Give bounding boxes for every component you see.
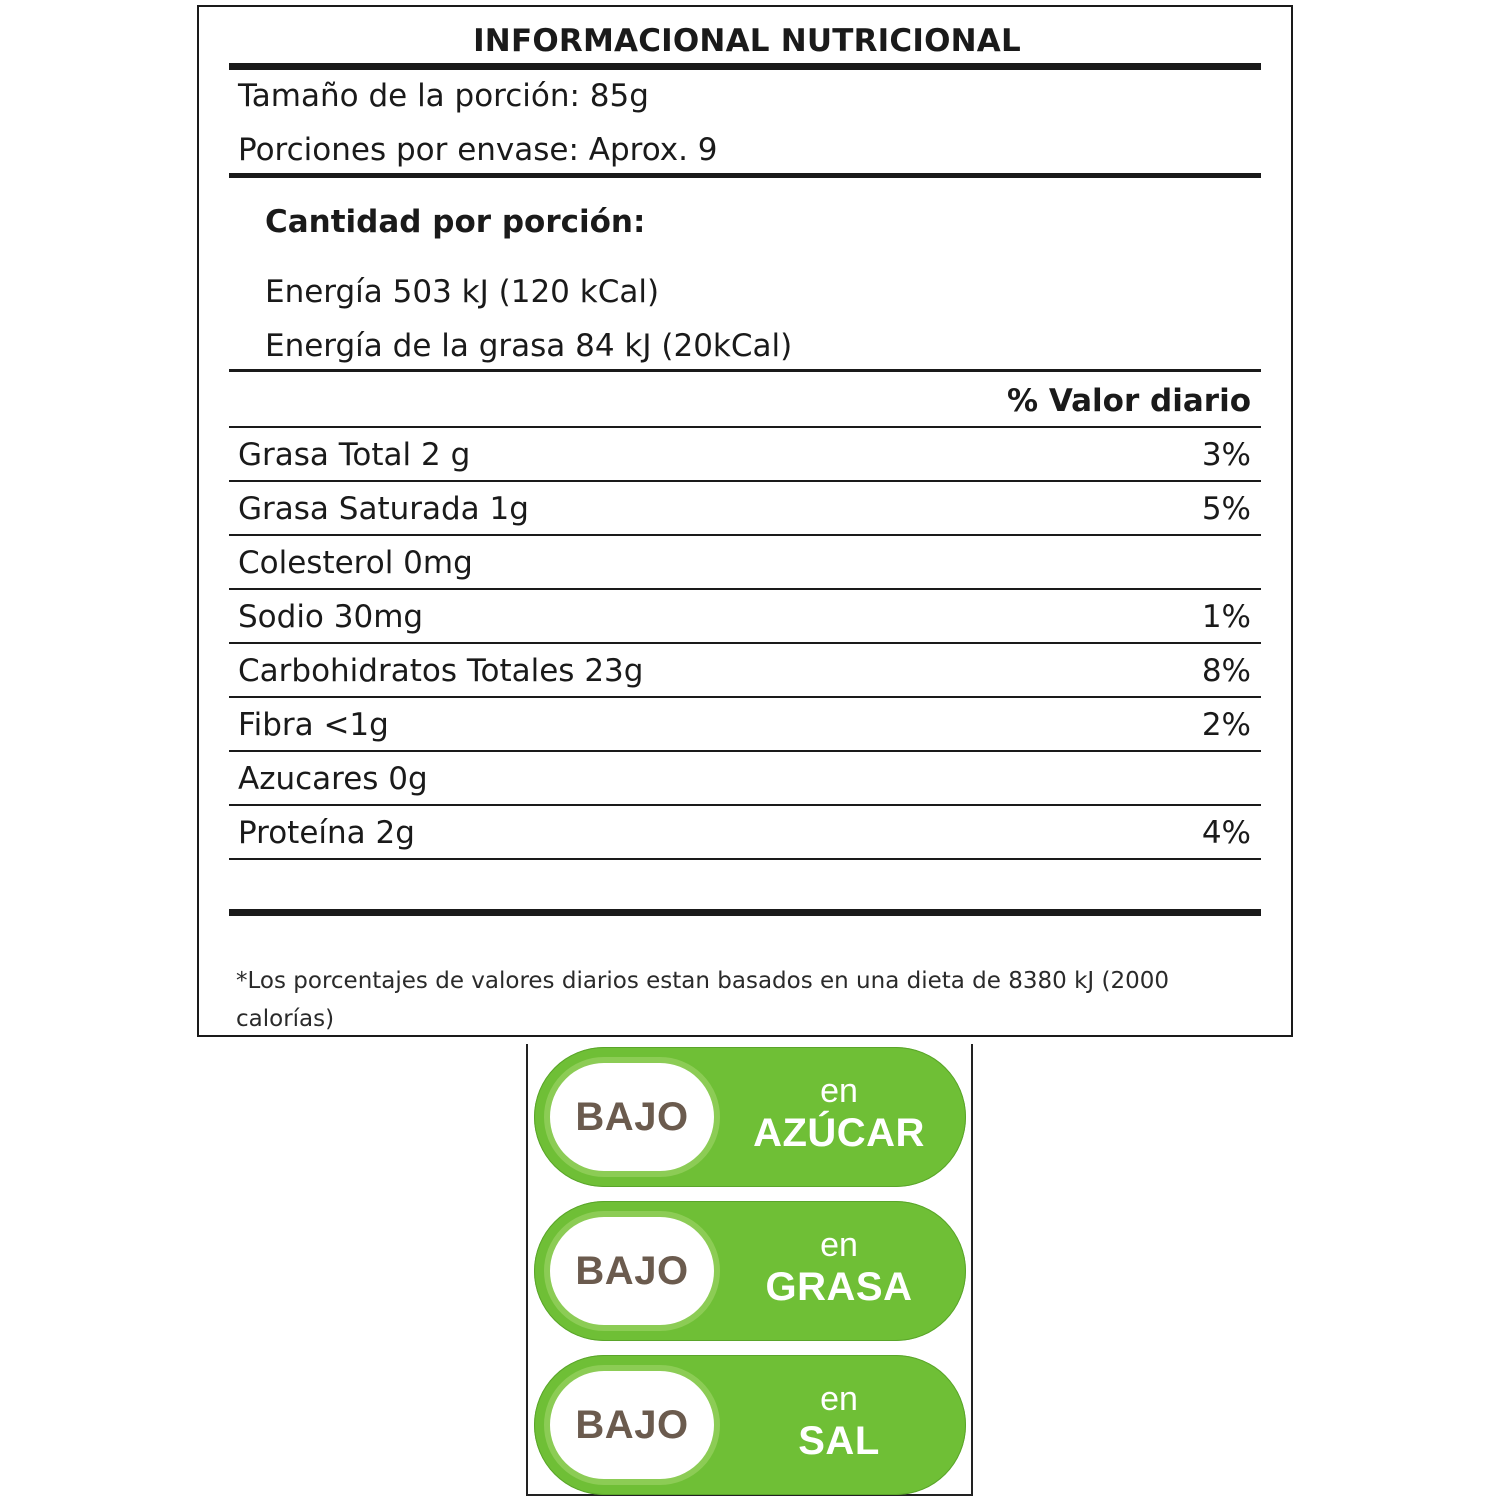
- nutrient-name: Fibra <1g: [238, 707, 389, 743]
- nutrient-daily-value: 8%: [1201, 653, 1251, 689]
- daily-value-header-row: [229, 374, 1261, 428]
- seal-pill: [544, 1211, 720, 1331]
- seal-low-salt: [534, 1355, 966, 1495]
- divider-medium: [229, 173, 1261, 178]
- row-divider: [229, 858, 1261, 860]
- divider-thin: [229, 369, 1261, 372]
- seal-bajo-text: BAJO: [575, 1249, 689, 1293]
- nutrient-daily-value: 5%: [1201, 491, 1251, 527]
- footnote: *Los porcentajes de valores diarios estan basados en una dieta de 8380 kJ (2000 calorías): [236, 968, 1169, 1032]
- nutrient-daily-value: 3%: [1201, 437, 1251, 473]
- divider-thick: [229, 63, 1261, 70]
- nutrient-row: [229, 482, 1261, 536]
- seal-bajo-text: BAJO: [575, 1403, 689, 1447]
- energy-from-fat-value: Energía de la grasa 84 kJ (20kCal): [265, 328, 793, 364]
- nutrient-row: [229, 644, 1261, 698]
- nutrient-name: Sodio 30mg: [238, 599, 424, 635]
- nutrient-name: Colesterol 0mg: [238, 545, 473, 581]
- nutrient-daily-value: 1%: [1201, 599, 1251, 635]
- nutrition-facts-label: [197, 5, 1293, 1037]
- seal-nutrient-text: GRASA: [765, 1265, 913, 1309]
- seal-pill: [544, 1365, 720, 1485]
- nutrient-row: [229, 752, 1261, 806]
- divider-thick-bottom: [229, 909, 1261, 916]
- label-title: INFORMACIONAL NUTRICIONAL: [473, 23, 1021, 59]
- nutrient-name: Carbohidratos Totales 23g: [238, 653, 644, 689]
- seal-bajo-text: BAJO: [575, 1095, 689, 1139]
- seal-en-text: en: [820, 1072, 858, 1110]
- seal-low-sugar: [534, 1047, 966, 1187]
- nutrient-daily-value: 2%: [1201, 707, 1251, 743]
- front-of-pack-seals: [526, 1044, 973, 1496]
- seal-low-fat: [534, 1201, 966, 1341]
- seal-nutrient-text: SAL: [798, 1419, 880, 1463]
- servings-per-container: Porciones por envase: Aprox. 9: [238, 132, 718, 168]
- daily-value-heading: % Valor diario: [1006, 383, 1251, 419]
- nutrient-row: [229, 428, 1261, 482]
- nutrient-row: [229, 698, 1261, 752]
- nutrient-daily-value: 4%: [1201, 815, 1251, 851]
- seal-pill: [544, 1057, 720, 1177]
- serving-size: Tamaño de la porción: 85g: [238, 78, 649, 114]
- energy-value: Energía 503 kJ (120 kCal): [265, 274, 660, 310]
- nutrient-row: [229, 806, 1261, 860]
- nutrient-name: Azucares 0g: [238, 761, 428, 797]
- nutrient-row: [229, 590, 1261, 644]
- nutrient-row: [229, 536, 1261, 590]
- nutrient-name: Proteína 2g: [238, 815, 415, 851]
- seal-nutrient-text: AZÚCAR: [753, 1111, 925, 1155]
- seal-en-text: en: [820, 1380, 858, 1418]
- amount-per-serving-heading: Cantidad por porción:: [265, 204, 646, 240]
- seal-en-text: en: [820, 1226, 858, 1264]
- nutrient-name: Grasa Saturada 1g: [238, 491, 529, 527]
- nutrient-name: Grasa Total 2 g: [238, 437, 471, 473]
